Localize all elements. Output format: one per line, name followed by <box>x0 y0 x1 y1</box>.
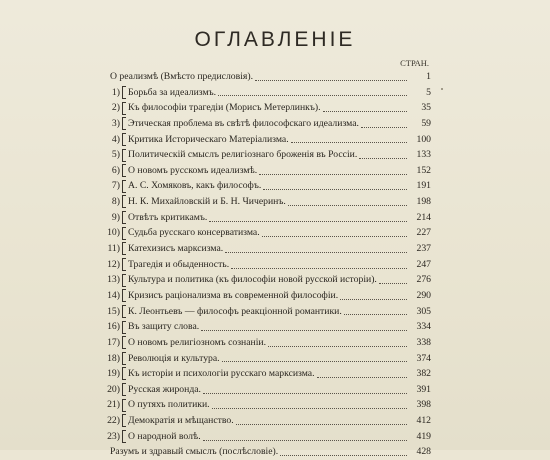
entry-number: 17) <box>107 336 120 348</box>
entry-page-number: 338 <box>416 336 431 348</box>
dot-leader <box>280 454 407 456</box>
entry-page-number: 412 <box>416 415 431 427</box>
dot-leader <box>212 407 407 409</box>
dot-leader <box>236 423 407 425</box>
table-of-contents <box>101 69 431 460</box>
entry-bracket <box>122 258 126 271</box>
dot-leader <box>201 329 407 331</box>
entry-page-number: 35 <box>421 102 431 114</box>
entry-number: 22) <box>107 415 120 427</box>
toc-entry <box>101 397 431 413</box>
entry-line <box>122 272 431 288</box>
entry-title: О новомъ религіозномъ сознаніи. <box>128 336 267 348</box>
entry-bracket <box>122 399 126 412</box>
entry-number: 8) <box>111 196 120 208</box>
entry-line <box>122 335 431 351</box>
entry-line <box>122 85 431 101</box>
entry-line <box>122 100 431 116</box>
toc-entry <box>101 366 431 382</box>
dot-leader <box>262 235 407 237</box>
entry-bracket <box>122 414 126 427</box>
entry-title: Этическая проблема въ свѣтѣ философскаго идеализма. <box>128 117 359 129</box>
entry-bracket <box>122 211 126 224</box>
toc-entry <box>101 413 431 429</box>
entry-title: Политическій смыслъ религіознаго броженія въ Россіи. <box>128 149 358 161</box>
dot-leader <box>263 188 407 190</box>
dot-leader <box>255 79 407 81</box>
entry-page-number: 334 <box>416 321 431 333</box>
entry-page-number: 1 <box>426 71 431 82</box>
entry-bracket <box>122 102 126 115</box>
entry-line <box>122 241 431 257</box>
entry-page-number: 227 <box>416 227 431 239</box>
entry-bracket <box>122 149 126 162</box>
entry-number: 5) <box>111 149 120 161</box>
toc-entry <box>101 272 431 288</box>
entry-page-number: 214 <box>416 211 431 223</box>
entry-page-number: 100 <box>416 133 431 145</box>
dot-leader <box>209 220 407 222</box>
entry-line <box>122 132 431 148</box>
dot-leader <box>259 173 407 175</box>
dot-leader <box>222 360 407 362</box>
entry-line <box>122 116 431 132</box>
entry-line <box>122 288 431 304</box>
toc-entry <box>101 194 431 210</box>
entry-title: Демократія и мѣщанство. <box>128 415 234 427</box>
toc-entry <box>101 116 431 132</box>
entry-bracket <box>122 305 126 318</box>
toc-entry <box>101 257 431 273</box>
toc-entry <box>101 69 431 85</box>
entry-page-number: 191 <box>416 180 431 192</box>
entry-title: Кризисъ раціонализма въ современной философіи. <box>128 289 339 301</box>
entry-page-number: 391 <box>416 383 431 395</box>
toc-entry <box>101 351 431 367</box>
entry-title: Отвѣтъ критикамъ. <box>128 211 208 223</box>
entry-bracket <box>122 336 126 349</box>
entry-page-number: 290 <box>416 289 431 301</box>
dot-leader <box>203 439 407 441</box>
entry-line <box>122 382 431 398</box>
entry-title: О народной волѣ. <box>128 430 201 442</box>
entry-number: 6) <box>111 164 120 176</box>
entry-title: Н. К. Михайловскій и Б. Н. Чичеринъ. <box>128 196 286 208</box>
entry-line <box>122 351 431 367</box>
entry-number: 4) <box>111 133 120 145</box>
entry-bracket <box>122 195 126 208</box>
entry-title: Къ исторіи и психологіи русскаго марксизма. <box>128 368 315 380</box>
entry-line <box>122 194 431 210</box>
entry-page-number: 374 <box>416 352 431 364</box>
entry-number: 3) <box>111 117 120 129</box>
entry-bracket <box>122 164 126 177</box>
entry-title: О путяхъ политики. <box>128 399 210 411</box>
entry-line <box>122 163 431 179</box>
entry-line <box>122 319 431 335</box>
toc-entry <box>101 225 431 241</box>
entry-page-number: 305 <box>416 305 431 317</box>
entry-number: 2) <box>111 102 120 114</box>
toc-entry <box>101 429 431 445</box>
entry-bracket <box>122 242 126 255</box>
entry-bracket <box>122 274 126 287</box>
pages-column-header: СТРАН. <box>400 58 429 68</box>
toc-entry <box>101 147 431 163</box>
toc-entry <box>101 100 431 116</box>
entry-number: 18) <box>107 352 120 364</box>
entry-bracket <box>122 227 126 240</box>
entry-page-number: 133 <box>416 149 431 161</box>
dot-leader <box>231 267 407 269</box>
entry-title: Катехизисъ марксизма. <box>128 243 224 255</box>
entry-line <box>110 444 431 460</box>
toc-entry <box>101 382 431 398</box>
entry-page-number: 5 <box>426 86 431 98</box>
entry-title: Судьба русскаго консерватизма. <box>128 227 260 239</box>
entry-number: 7) <box>111 180 120 192</box>
entry-number: 13) <box>107 274 120 286</box>
dot-leader <box>359 157 407 159</box>
entry-number: 12) <box>107 258 120 270</box>
entry-bracket <box>122 352 126 365</box>
entry-bracket <box>122 117 126 130</box>
entry-title: Въ защиту слова. <box>128 321 200 333</box>
paper-speck <box>441 88 443 90</box>
dot-leader <box>218 94 407 96</box>
entry-page-number: 152 <box>416 164 431 176</box>
entry-number: 20) <box>107 383 120 395</box>
entry-line <box>122 225 431 241</box>
page-title: ОГЛАВЛЕНІЕ <box>194 28 356 51</box>
dot-leader <box>323 110 407 112</box>
dot-leader <box>291 141 407 143</box>
entry-bracket <box>122 289 126 302</box>
entry-number: 9) <box>111 211 120 223</box>
entry-line <box>122 147 431 163</box>
entry-page-number: 59 <box>421 117 431 129</box>
entry-number: 23) <box>107 430 120 442</box>
entry-title: К. Леонтьевъ — философъ реакціонной романтики. <box>128 305 342 317</box>
toc-entry <box>101 304 431 320</box>
entry-title: О новомъ русскомъ идеализмѣ. <box>128 164 258 176</box>
dot-leader <box>379 282 407 284</box>
entry-line <box>122 397 431 413</box>
entry-line <box>122 178 431 194</box>
entry-title: Борьба за идеализмъ. <box>128 86 217 98</box>
toc-entry <box>101 444 431 460</box>
toc-entry <box>101 178 431 194</box>
toc-entry <box>101 132 431 148</box>
toc-entry <box>101 241 431 257</box>
entry-line <box>122 210 431 226</box>
entry-title: Къ философіи трагедіи (Морисъ Метерлинкъ). <box>128 102 321 114</box>
dot-leader <box>344 313 407 315</box>
entry-title: А. С. Хомяковъ, какъ философъ. <box>128 180 262 192</box>
entry-number: 14) <box>107 289 120 301</box>
entry-page-number: 382 <box>416 368 431 380</box>
entry-bracket <box>122 383 126 396</box>
entry-bracket <box>122 180 126 193</box>
dot-leader <box>268 345 407 347</box>
entry-title: Трагедія и обыденность. <box>128 258 230 270</box>
entry-number: 19) <box>107 368 120 380</box>
entry-number: 16) <box>107 321 120 333</box>
entry-number: 11) <box>107 243 120 255</box>
entry-number: 1) <box>111 86 120 98</box>
entry-bracket <box>122 86 126 99</box>
toc-entry <box>101 288 431 304</box>
entry-line <box>122 257 431 273</box>
entry-title: Критика Историческаго Матеріализма. <box>128 133 289 145</box>
entry-page-number: 428 <box>416 446 431 458</box>
toc-entry <box>101 335 431 351</box>
entry-page-number: 237 <box>416 243 431 255</box>
dot-leader <box>225 251 407 253</box>
toc-entry <box>101 210 431 226</box>
entry-title: Русская жиронда. <box>128 383 201 395</box>
entry-line <box>122 429 431 445</box>
entry-page-number: 419 <box>416 430 431 442</box>
entry-page-number: 247 <box>416 258 431 270</box>
entry-bracket <box>122 430 126 443</box>
entry-number: 21) <box>107 399 120 411</box>
dot-leader <box>340 298 407 300</box>
dot-leader <box>288 204 407 206</box>
entry-title: Культура и политика (къ философіи новой русской исторіи). <box>128 274 377 286</box>
entry-bracket <box>122 321 126 334</box>
entry-title: Революція и культура. <box>128 352 220 364</box>
entry-number: 15) <box>107 305 120 317</box>
entry-line <box>122 413 431 429</box>
toc-entry <box>101 163 431 179</box>
entry-title: Разумъ и здравый смыслъ (послѣсловіе). <box>110 446 279 458</box>
dot-leader <box>317 376 407 378</box>
entry-title: О реализмѣ (Вмѣсто предисловія). <box>110 71 253 82</box>
toc-entry <box>101 319 431 335</box>
entry-number: 10) <box>107 227 120 239</box>
dot-leader <box>203 392 407 394</box>
entry-page-number: 276 <box>416 274 431 286</box>
entry-page-number: 198 <box>416 196 431 208</box>
dot-leader <box>361 126 407 128</box>
entry-page-number: 398 <box>416 399 431 411</box>
entry-line <box>122 304 431 320</box>
entry-bracket <box>122 133 126 146</box>
entry-line <box>122 366 431 382</box>
toc-entry <box>101 85 431 101</box>
entry-bracket <box>122 367 126 380</box>
entry-line <box>110 69 431 85</box>
